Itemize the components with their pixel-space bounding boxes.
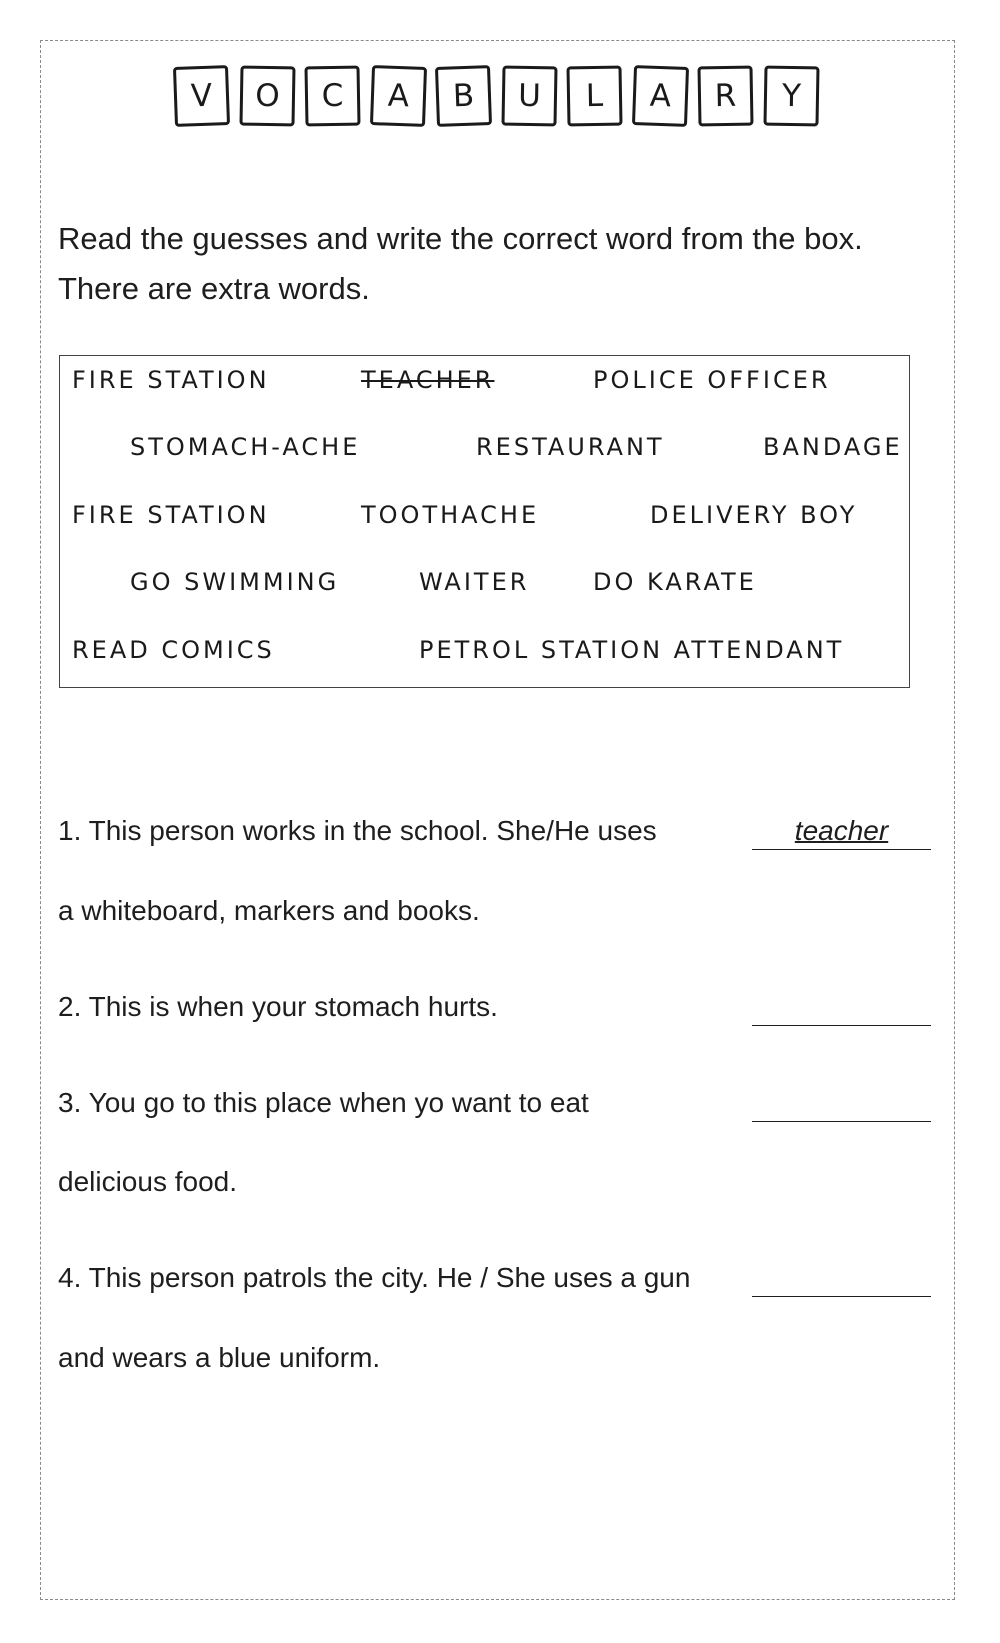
word-box (59, 355, 910, 688)
title-letter-tile: C (304, 66, 360, 127)
question-2-line-1: 2. This is when your stomach hurts. (58, 991, 498, 1022)
answer-field-1[interactable] (752, 813, 931, 850)
title-letter-tile: V (173, 65, 230, 127)
word-option: PETROL STATION ATTENDANT (419, 636, 845, 664)
question-1-line-1: 1. This person works in the school. She/He uses (58, 815, 657, 846)
word-option: TOOTHACHE (361, 501, 540, 529)
word-option: FIRE STATION (72, 501, 270, 529)
title-letter-tile: B (435, 65, 492, 127)
word-option: DO KARATE (593, 568, 757, 596)
word-option: BANDAGE (763, 433, 903, 461)
word-option: RESTAURANT (476, 433, 665, 461)
title-letter-tile: R (697, 66, 753, 127)
word-option: GO SWIMMING (130, 568, 340, 596)
word-option: FIRE STATION (72, 366, 270, 394)
word-option: READ COMICS (72, 636, 275, 664)
question-4-line-2: and wears a blue uniform. (58, 1342, 381, 1373)
word-option-crossed-out: TEACHER (361, 366, 495, 394)
word-option: WAITER (419, 568, 530, 596)
word-option: POLICE OFFICER (593, 366, 831, 394)
instructions (58, 214, 958, 314)
instructions-line: Read the guesses and write the correct word from the box. (58, 221, 863, 256)
question-1-line-2: a whiteboard, markers and books. (58, 895, 480, 926)
title-letter-tile: Y (763, 66, 819, 127)
title-letter-tile: U (501, 66, 557, 127)
question-3-line-1: 3. You go to this place when yo want to eat (58, 1087, 589, 1118)
vocabulary-title (174, 66, 826, 134)
answer-field-2[interactable] (752, 989, 931, 1026)
title-letter-tile: O (239, 66, 295, 127)
instructions-line: There are extra words. (58, 271, 370, 306)
answer-field-4[interactable] (752, 1260, 931, 1297)
word-option: STOMACH-ACHE (130, 433, 361, 461)
answer-field-3[interactable] (752, 1085, 931, 1122)
word-option: DELIVERY BOY (650, 501, 858, 529)
title-letter-tile: A (632, 65, 689, 127)
title-letter-tile: L (566, 66, 622, 127)
answer-1-text: teacher (794, 815, 889, 846)
question-3-line-2: delicious food. (58, 1166, 238, 1197)
question-4-line-1: 4. This person patrols the city. He / She uses a gun (58, 1262, 691, 1293)
title-letter-tile: A (370, 65, 427, 127)
